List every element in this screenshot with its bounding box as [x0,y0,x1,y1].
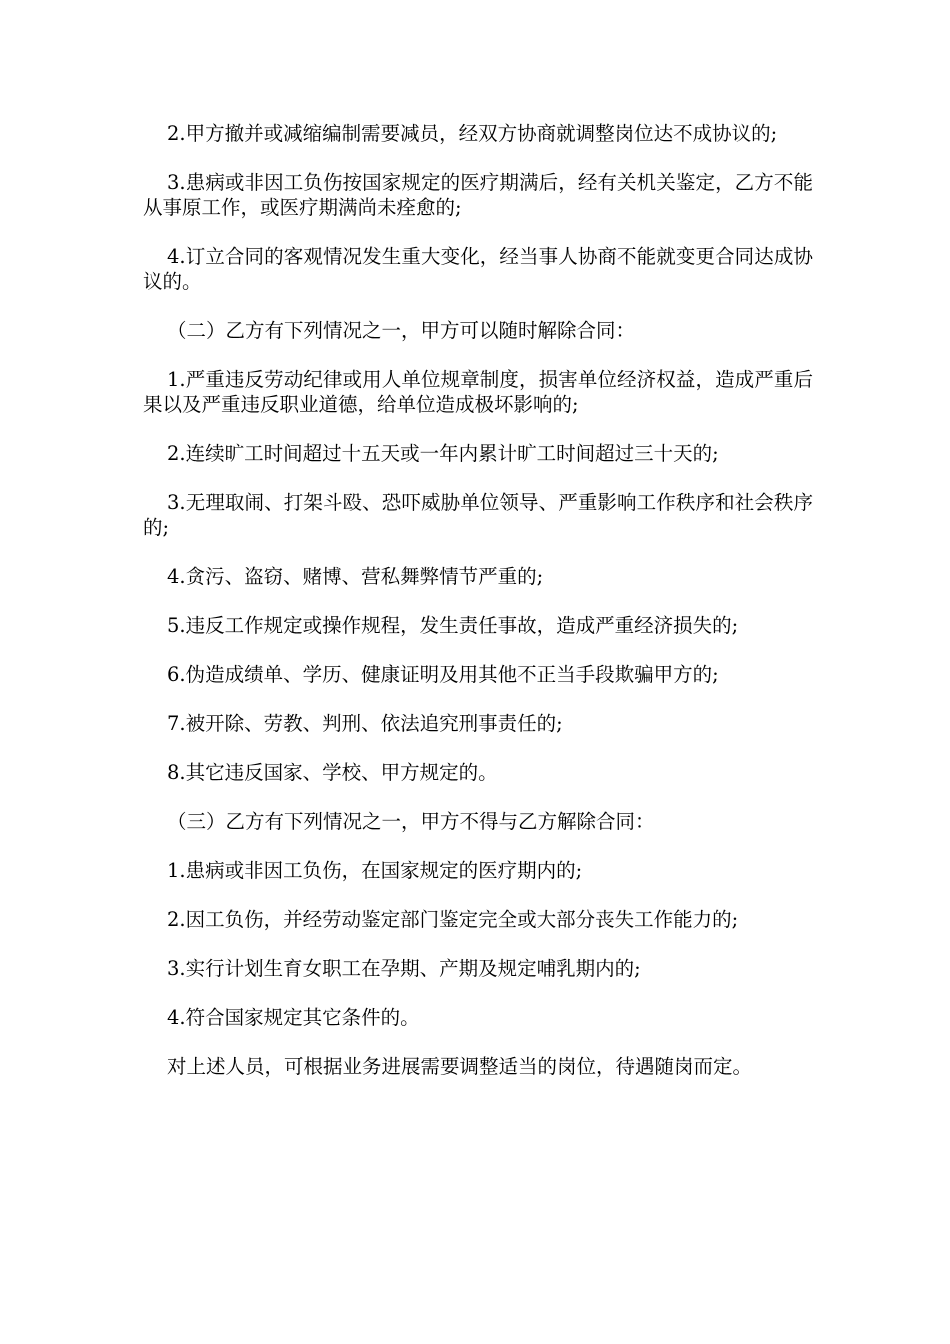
paragraph-immediate-6: 6.伪造成绩单、学历、健康证明及用其他不正当手段欺骗甲方的; [167,663,719,686]
paragraph-protected-1: 1.患病或非因工负伤，在国家规定的医疗期内的; [167,859,583,882]
section-heading-2: （二）乙方有下列情况之一，甲方可以随时解除合同： [167,319,636,342]
paragraph-dismissal-2: 2.甲方撤并或减缩编制需要减员，经双方协商就调整岗位达不成协议的; [167,122,778,145]
paragraph-immediate-8: 8.其它违反国家、学校、甲方规定的。 [167,761,498,784]
paragraph-protected-2: 2.因工负伤，并经劳动鉴定部门鉴定完全或大部分丧失工作能力的; [167,908,739,931]
paragraph-dismissal-3: 3.患病或非因工负伤按国家规定的医疗期满后，经有关机关鉴定，乙方不能从事原工作，或医疗期满尚未痊愈的; [143,171,813,219]
paragraph-immediate-5: 5.违反工作规定或操作规程，发生责任事故，造成严重经济损失的; [167,614,739,637]
paragraph-closing: 对上述人员，可根据业务进展需要调整适当的岗位，待遇随岗而定。 [167,1055,753,1078]
document-page [143,121,813,1103]
paragraph-protected-3: 3.实行计划生育女职工在孕期、产期及规定哺乳期内的; [167,957,641,980]
paragraph-immediate-4: 4.贪污、盗窃、赌博、营私舞弊情节严重的; [167,565,544,588]
paragraph-immediate-2: 2.连续旷工时间超过十五天或一年内累计旷工时间超过三十天的; [167,442,719,465]
section-heading-3: （三）乙方有下列情况之一，甲方不得与乙方解除合同： [167,810,655,833]
paragraph-immediate-1: 1.严重违反劳动纪律或用人单位规章制度，损害单位经济权益，造成严重后果以及严重违反职业道德，给单位造成极坏影响的; [143,368,813,416]
paragraph-immediate-7: 7.被开除、劳教、判刑、依法追究刑事责任的; [167,712,563,735]
paragraph-dismissal-4: 4.订立合同的客观情况发生重大变化，经当事人协商不能就变更合同达成协议的。 [143,245,813,293]
paragraph-protected-4: 4.符合国家规定其它条件的。 [167,1006,420,1029]
paragraph-immediate-3: 3.无理取闹、打架斗殴、恐吓威胁单位领导、严重影响工作秩序和社会秩序的; [143,491,813,539]
